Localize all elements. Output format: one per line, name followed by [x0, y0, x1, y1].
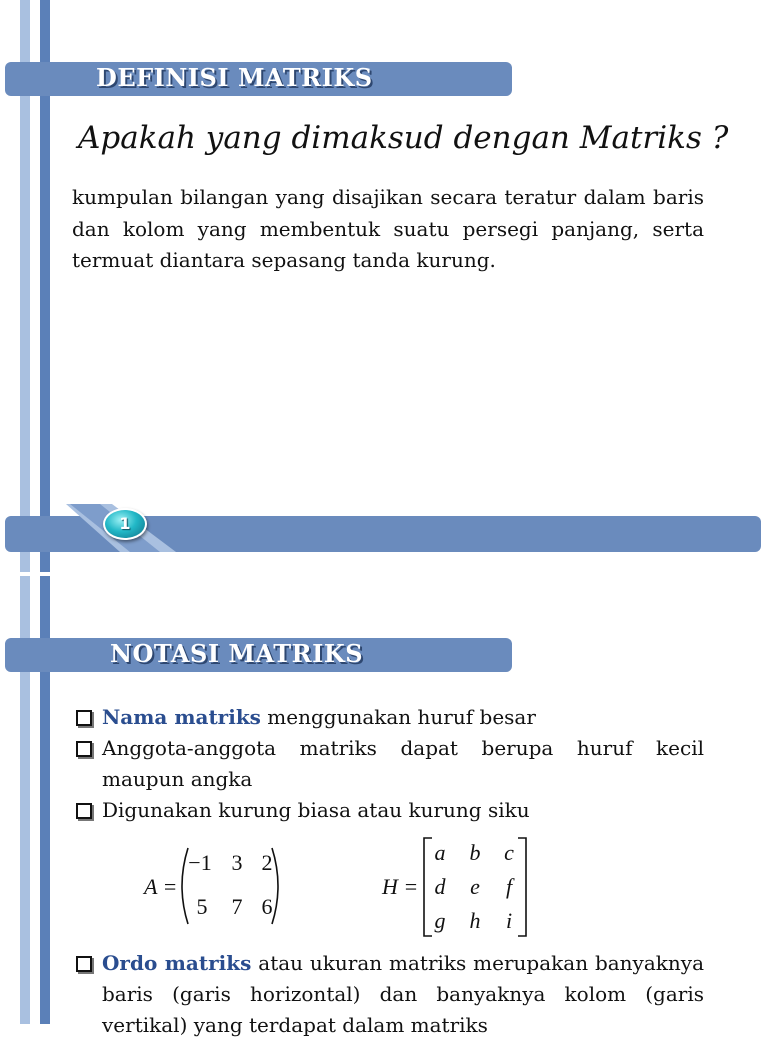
list-item [74, 948, 704, 1041]
checkbox-bullet-icon [76, 741, 92, 757]
matrix-h-cell: g [434, 908, 446, 933]
checkbox-bullet-icon [76, 803, 92, 819]
ordo-bullet-list [74, 948, 704, 1041]
bullet-highlight: Ordo matriks [102, 951, 252, 975]
definition-answer: kumpulan bilangan yang disajikan secara teratur dalam baris dan kolom yang membentuk suatu persegi panjang, serta termuat diantara sepasang tanda kurung. [72, 185, 704, 272]
slide-separator-gap [15, 572, 55, 576]
left-decor-bar-light [20, 0, 30, 1024]
matrix-h-cell: e [470, 874, 480, 899]
bullet-highlight: Nama matriks [102, 705, 261, 729]
matrix-h-label: H = [382, 874, 419, 899]
matrix-h-cell: b [469, 840, 481, 865]
matrix-h-cell: a [434, 840, 446, 865]
matrix-a-label: A = [144, 874, 178, 899]
bullet-text: atau ukuran matriks merupakan banyaknya baris (garis horizontal) dan banyaknya kolom (garis vertikal) yang terdapat dalam matriks [102, 951, 705, 1037]
matrix-h-cell: f [505, 874, 513, 899]
definition-question: Apakah yang dimaksud dengan Matriks ? [78, 120, 729, 156]
matrix-a-cell: 6 [261, 894, 273, 919]
matrix-a-cell: 7 [231, 894, 243, 919]
bullet-text: Digunakan kurung biasa atau kurung siku [102, 798, 530, 822]
checkbox-bullet-icon [76, 710, 92, 726]
matrix-h-cell: d [434, 874, 446, 899]
matrix-a-cell: 2 [261, 850, 273, 875]
bullet-text: Anggota-anggota matriks dapat berupa huruf kecil maupun angka [102, 736, 704, 791]
matrix-a-cell: 5 [196, 894, 208, 919]
matrix-h-cell: i [505, 908, 513, 933]
slide2-title: NOTASI MATRIKS [110, 639, 364, 668]
list-item [74, 702, 704, 733]
matrix-a-cell: −1 [188, 850, 212, 875]
list-item [74, 733, 704, 795]
checkbox-bullet-icon [76, 956, 92, 972]
list-item [74, 795, 704, 826]
left-decor-bar-dark [40, 0, 50, 1024]
bullet-text: menggunakan huruf besar [260, 705, 536, 729]
matrix-h-cell: c [504, 840, 514, 865]
notation-bullet-list [74, 702, 704, 826]
slide1-title: DEFINISI MATRIKS [96, 63, 373, 92]
page-number-badge: 1 [103, 508, 147, 540]
matrix-h-cell: h [469, 908, 481, 933]
matrix-a-cell: 3 [231, 850, 243, 875]
